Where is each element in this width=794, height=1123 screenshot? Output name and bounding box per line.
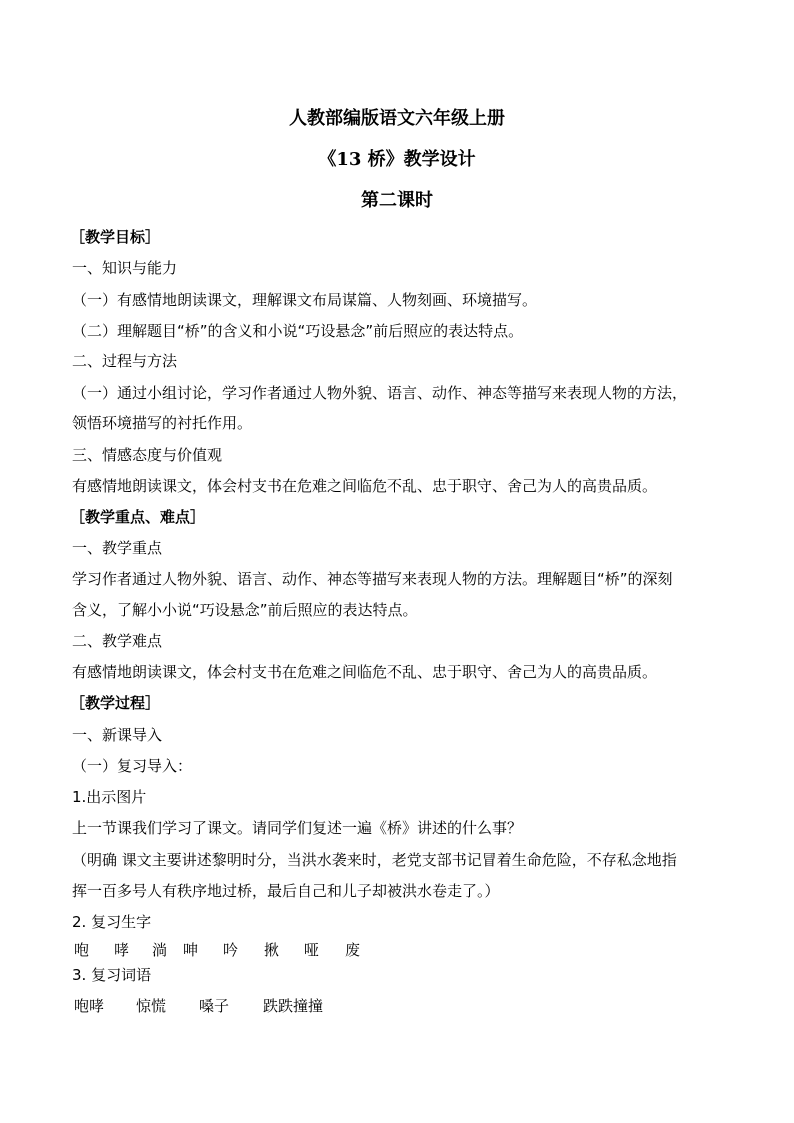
review-word: 跌跌撞撞 (263, 997, 324, 1015)
section-heading-key-points: ［教学重点、难点］ (70, 508, 206, 526)
key-heading-difficulty: 二、教学难点 (72, 632, 163, 650)
review-word: 咆哮 (74, 997, 105, 1015)
goal-item: （一）有感情地朗读课文，理解课文布局谋篇、人物刻画、环境描写。 (72, 291, 538, 309)
review-character: 淌 (152, 941, 168, 959)
goal-item: （一）通过小组讨论，学习作者通过人物外貌、语言、动作、神态等描写来表现人物的方法， (72, 384, 688, 402)
review-word: 惊慌 (136, 997, 167, 1015)
lesson-period: 第二课时 (361, 190, 433, 211)
goal-item: （二）理解题目“桥”的含义和小说“巧设悬念”前后照应的表达特点。 (72, 322, 524, 340)
process-step: 2. 复习生字 (72, 913, 152, 931)
review-character: 哑 (304, 941, 320, 959)
goal-heading-knowledge: 一、知识与能力 (72, 259, 178, 277)
section-heading-process: ［教学过程］ (70, 694, 161, 712)
review-characters (72, 940, 392, 960)
document-title: 人教部编版语文六年级上册 (289, 108, 505, 129)
review-character: 咆 (74, 941, 90, 959)
section-heading-goals: ［教学目标］ (70, 228, 161, 246)
review-character: 揪 (264, 941, 280, 959)
review-character: 呻 (183, 941, 199, 959)
review-character: 吟 (223, 941, 239, 959)
key-item: 有感情地朗读课文，体会村支书在危难之间临危不乱、忠于职守、舍己为人的高贵品质。 (72, 663, 658, 681)
review-character: 哮 (114, 941, 130, 959)
process-step: 1.出示图片 (72, 788, 147, 806)
review-word: 嗓子 (199, 997, 230, 1015)
process-answer-continued: 挥一百多号人有秩序地过桥，最后自己和儿子却被洪水卷走了。） (72, 882, 500, 900)
review-character: 废 (345, 941, 361, 959)
document-subtitle: 《13 桥》教学设计 (318, 149, 476, 170)
process-heading-intro: 一、新课导入 (72, 726, 163, 744)
goal-heading-process: 二、过程与方法 (72, 352, 178, 370)
key-item: 学习作者通过人物外貌、语言、动作、神态等描写来表现人物的方法。理解题目“桥”的深刻 (72, 570, 673, 588)
process-subheading-review: （一）复习导入： (72, 757, 193, 775)
key-heading-focus: 一、教学重点 (72, 539, 163, 557)
key-item-continued: 含义，了解小小说“巧设悬念”前后照应的表达特点。 (72, 601, 418, 619)
goal-heading-values: 三、情感态度与价值观 (72, 446, 223, 464)
review-words (72, 996, 372, 1016)
process-answer: （明确 课文主要讲述黎明时分，当洪水袭来时，老党支部书记冒着生命危险，不存私念地指 (72, 851, 677, 869)
goal-item-continued: 领悟环境描写的衬托作用。 (72, 414, 253, 432)
process-step: 3. 复习词语 (72, 966, 152, 984)
process-question: 上一节课我们学习了课文。请同学们复述一遍《桥》讲述的什么事？ (72, 819, 523, 837)
goal-item: 有感情地朗读课文，体会村支书在危难之间临危不乱、忠于职守、舍己为人的高贵品质。 (72, 477, 658, 495)
